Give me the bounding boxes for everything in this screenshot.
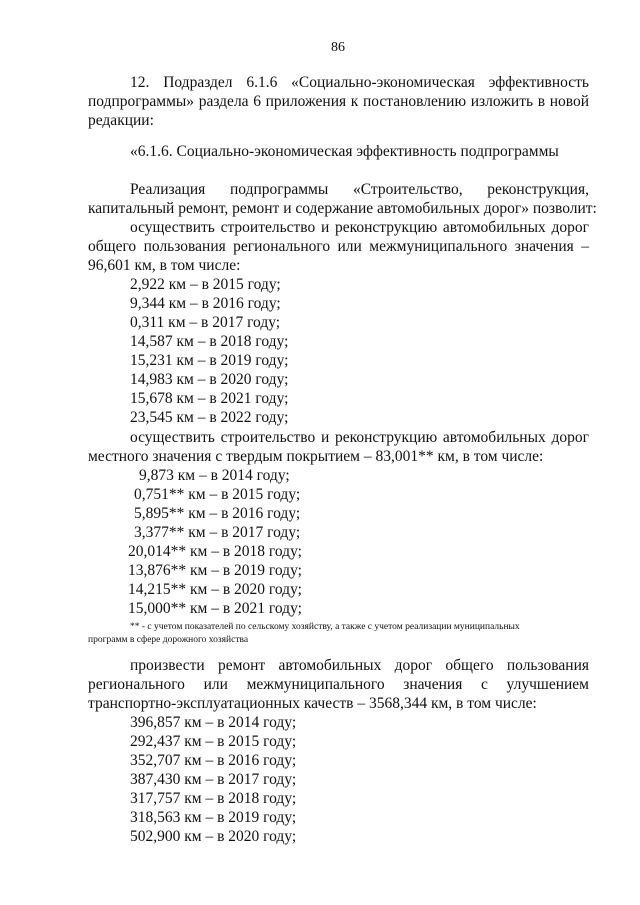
list-item: 9,873 км – в 2014 году; xyxy=(139,467,290,484)
word: значения xyxy=(403,676,463,693)
word: межмуниципального xyxy=(369,238,508,255)
word: и xyxy=(320,429,330,446)
word: Реализация xyxy=(130,181,206,198)
word: регионального xyxy=(233,238,331,255)
list-item: 5,895** км – в 2016 году; xyxy=(134,505,301,522)
item12-line2 xyxy=(88,92,589,111)
list-item: 2,922 км – в 2015 году; xyxy=(130,276,281,293)
word: осуществить xyxy=(130,429,215,446)
word: эффективность xyxy=(488,74,589,91)
word: 12. xyxy=(130,74,150,91)
block3-line1 xyxy=(130,656,589,675)
list-item: 13,876** км – в 2019 году; xyxy=(128,562,302,579)
list-item: 352,707 км – в 2016 году; xyxy=(130,752,297,769)
word: дорог xyxy=(394,657,433,674)
word: дорог xyxy=(551,219,589,236)
list-item: 15,231 км – в 2019 году; xyxy=(130,352,289,369)
list-item: 20,014** км – в 2018 году; xyxy=(128,543,302,560)
list-item: 3,377** км – в 2017 году; xyxy=(134,524,301,541)
list-item: 15,000** км – в 2021 году; xyxy=(128,600,302,617)
word: 6.1.6 xyxy=(246,74,278,91)
intro-line1 xyxy=(130,180,589,199)
word: значения xyxy=(514,238,574,255)
word: пользования xyxy=(143,238,226,255)
word: изложить xyxy=(470,93,534,110)
footnote-line2: программ в сфере дорожного хозяйства xyxy=(88,635,249,645)
word: «Строительство, xyxy=(352,181,463,198)
word: с xyxy=(480,676,488,693)
word: раздела xyxy=(198,93,249,110)
word: или xyxy=(203,676,228,693)
block1-line1 xyxy=(130,218,589,237)
list-item: 0,751** км – в 2015 году; xyxy=(134,486,301,503)
list-item: 396,857 км – в 2014 году; xyxy=(130,714,297,731)
block2-line1 xyxy=(130,428,589,447)
word: произвести xyxy=(130,657,205,674)
word: реконструкция, xyxy=(487,181,589,198)
item12-line1 xyxy=(130,73,589,92)
word: дорог xyxy=(551,429,589,446)
block1-line2 xyxy=(88,237,589,256)
word: и xyxy=(320,219,330,236)
footnote-line1: ** - с учетом показателей по сельскому хозяйству, а также с учетом реализации муниципальных xyxy=(130,622,520,632)
list-item: 387,430 км – в 2017 году; xyxy=(130,771,297,788)
word: Подраздел xyxy=(163,74,233,91)
word: в xyxy=(537,93,546,110)
list-item: 14,983 км – в 2020 году; xyxy=(130,371,289,388)
list-item: 292,437 км – в 2015 году; xyxy=(130,733,297,750)
word: осуществить xyxy=(130,219,215,236)
list-item: 14,215** км – в 2020 году; xyxy=(128,581,302,598)
list-item: 0,311 км – в 2017 году; xyxy=(130,314,281,331)
list-item: 9,344 км – в 2016 году; xyxy=(130,295,281,312)
word: пользования xyxy=(506,657,589,674)
word: строительство xyxy=(220,429,316,446)
word: общего xyxy=(88,238,137,255)
list-item: 23,545 км – в 2022 году; xyxy=(130,409,289,426)
block3-line3: транспортно-эксплуатационных качеств – 3568,344 км, в том числе: xyxy=(88,695,537,712)
word: 6 xyxy=(253,93,261,110)
list-item: 318,563 км – в 2019 году; xyxy=(130,809,297,826)
block2-line2: местного значения с твердым покрытием – 83,001** км, в том числе: xyxy=(88,448,544,465)
word: автомобильных xyxy=(442,219,546,236)
list-item: 15,678 км – в 2021 году; xyxy=(130,390,289,407)
word: реконструкцию xyxy=(334,219,438,236)
word: общего xyxy=(445,657,494,674)
word: – xyxy=(581,238,589,255)
word: улучшением xyxy=(506,676,589,693)
word: или xyxy=(337,238,362,255)
item12-line3: редакции: xyxy=(88,112,154,129)
word: новой xyxy=(549,93,589,110)
list-item: 317,757 км – в 2018 году; xyxy=(130,790,297,807)
page-number: 86 xyxy=(331,40,345,55)
word: реконструкцию xyxy=(334,429,438,446)
word: межмуниципального xyxy=(246,676,385,693)
list-item: 502,900 км – в 2020 году; xyxy=(130,828,297,845)
block3-line2 xyxy=(88,675,589,694)
word: регионального xyxy=(88,676,185,693)
list-item: 14,587 км – в 2018 году; xyxy=(130,333,289,350)
word: приложения xyxy=(265,93,347,110)
word: к xyxy=(350,93,359,110)
word: подпрограммы» xyxy=(88,93,195,110)
word: строительство xyxy=(220,219,316,236)
word: автомобильных xyxy=(442,429,546,446)
section-heading: «6.1.6. Социально-экономическая эффективность подпрограммы xyxy=(130,143,559,160)
word: подпрограммы xyxy=(229,181,329,198)
intro-line2: капитальный ремонт, ремонт и содержание автомобильных дорог» позволит: xyxy=(88,200,597,217)
word: постановлению xyxy=(362,93,467,110)
word: ремонт xyxy=(217,657,266,674)
word: «Социально-экономическая xyxy=(291,74,475,91)
block1-line3: 96,601 км, в том числе: xyxy=(88,257,241,274)
word: автомобильных xyxy=(278,657,382,674)
